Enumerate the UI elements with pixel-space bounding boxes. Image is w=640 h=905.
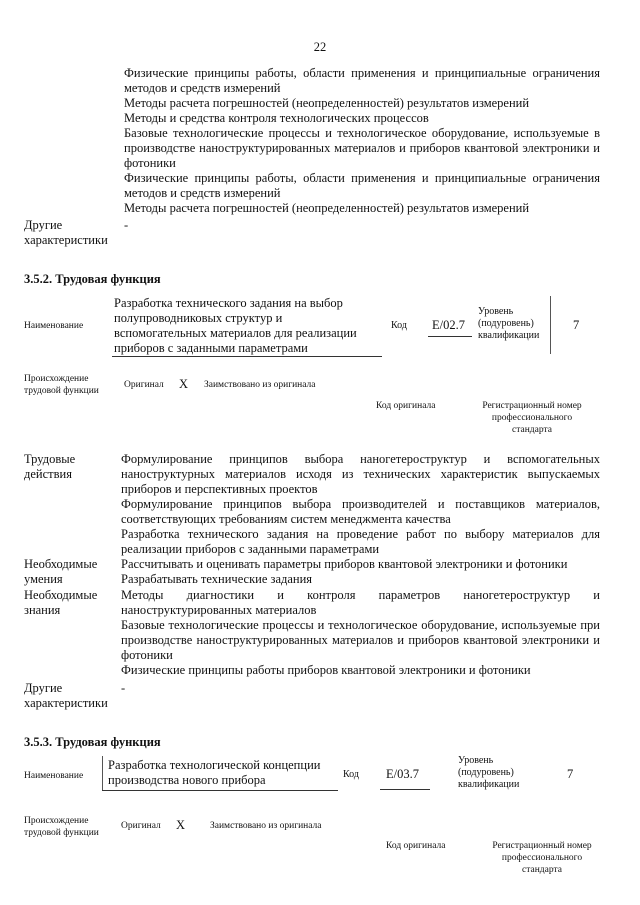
name-value: Разработка технологической концепции производства нового прибора	[108, 758, 321, 787]
knowledge-list	[121, 588, 600, 678]
action-item: Формулирование принципов выбора производителей и поставщиков материалов, соответствующих требованиям систем менеджмента качества	[121, 497, 600, 526]
skills-list	[121, 557, 600, 587]
borrowed-label: Заимствовано из оригинала	[204, 380, 316, 390]
other-characteristics-value: -	[121, 681, 126, 695]
reg-number-label: Регистрационный номер профессионального стандарта	[492, 841, 592, 875]
origin-label: Происхождение трудовой функции	[24, 374, 99, 396]
name-label: Наименование	[24, 771, 84, 781]
code-value: E/02.7	[432, 318, 465, 332]
knowledge-item: Методы и средства контроля технологических процессов	[124, 111, 429, 125]
original-label: Оригинал	[124, 380, 164, 390]
level-divider	[550, 296, 551, 354]
level-value: 7	[567, 767, 574, 781]
knowledge-item: Физические принципы работы, области применения и принципиальные ограничения методов и средств измерений	[124, 66, 600, 95]
reg-number-label: Регистрационный номер профессионального стандарта	[482, 401, 582, 435]
borrowed-label: Заимствовано из оригинала	[210, 821, 322, 831]
level-label: Уровень (подуровень) квалификации	[458, 755, 520, 790]
other-characteristics-value: -	[124, 218, 129, 232]
actions-list	[121, 452, 600, 557]
original-label: Оригинал	[121, 821, 161, 831]
action-item: Формулирование принципов выбора наногетероструктур и вспомогательных наноструктурных материалов исходя из технических характеристик выпускаемых приборов и перспективных проектов	[121, 452, 600, 496]
actions-label: Трудовые действия	[24, 452, 76, 481]
page-number: 22	[313, 40, 327, 54]
knowledge-item: Базовые технологические процессы и технологическое оборудование, используемые в производстве наноструктурированных материалов и приборов квантовой электроники и фотоники	[124, 126, 600, 170]
section-heading: 3.5.2. Трудовая функция	[24, 272, 161, 286]
code-value: E/03.7	[386, 767, 419, 781]
knowledge-item: Методы диагностики и контроля параметров наногетероструктур и наноструктурированных материалов	[121, 588, 600, 617]
knowledge-item: Методы расчета погрешностей (неопределенностей) результатов измерений	[124, 96, 530, 110]
name-underline	[112, 356, 382, 357]
knowledge-item: Физические принципы работы, области применения и принципиальные ограничения методов и средств измерений	[124, 171, 600, 200]
name-left-border	[102, 756, 103, 790]
origin-label: Происхождение трудовой функции	[24, 816, 99, 838]
code-underline	[380, 789, 430, 790]
name-value: Разработка технического задания на выбор полупроводниковых структур и вспомогательных материалов для реализации приборов с заданными параметрами	[114, 296, 357, 355]
original-mark: X	[179, 377, 189, 391]
section-heading: 3.5.3. Трудовая функция	[24, 735, 161, 749]
knowledge-item: Физические принципы работы приборов квантовой электроники и фотоники	[121, 663, 531, 677]
code-label: Код	[343, 769, 359, 780]
code-label: Код	[391, 320, 407, 331]
name-label: Наименование	[24, 321, 84, 331]
knowledge-item: Методы расчета погрешностей (неопределенностей) результатов измерений	[124, 201, 530, 215]
knowledge-label: Необходимые знания	[24, 588, 98, 617]
skill-item: Разрабатывать технические задания	[121, 572, 313, 586]
level-value: 7	[573, 318, 580, 332]
name-underline	[102, 790, 338, 791]
other-characteristics-label: Другие характеристики	[24, 218, 108, 247]
skills-label: Необходимые умения	[24, 557, 98, 586]
code-original-label: Код оригинала	[386, 841, 446, 851]
skill-item: Рассчитывать и оценивать параметры приборов квантовой электроники и фотоники	[121, 557, 568, 571]
code-original-label: Код оригинала	[376, 401, 436, 411]
other-characteristics-label: Другие характеристики	[24, 681, 108, 710]
knowledge-item: Базовые технологические процессы и технологическое оборудование, используемые при производстве наноструктурированных материалов и приборов квантовой электроники и фотоники	[121, 618, 600, 662]
original-mark: X	[176, 818, 186, 832]
level-label: Уровень (подуровень) квалификации	[478, 306, 540, 341]
code-underline	[428, 336, 472, 337]
action-item: Разработка технического задания на проведение работ по выбору материалов для реализации приборов с заданными параметрами	[121, 527, 600, 556]
prev-knowledge-list	[124, 66, 600, 216]
